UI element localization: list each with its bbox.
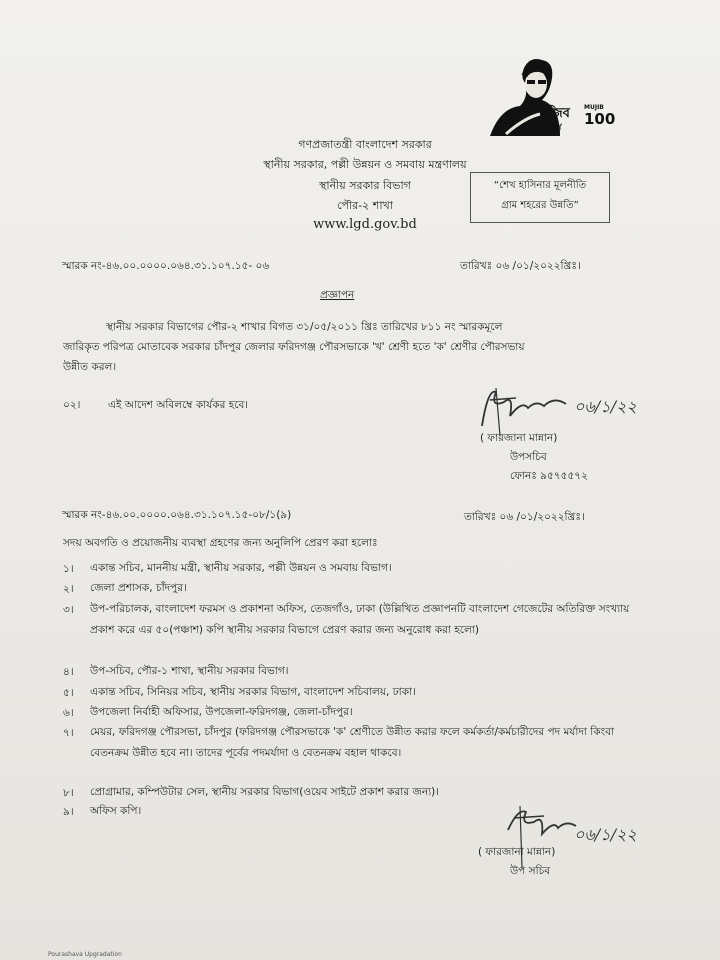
list-item: একান্ত সচিব, সিনিয়র সচিব, স্থানীয় সরকার বিভাগ, বাংলাদেশ সচিবালয়, ঢাকা।	[90, 686, 416, 698]
list-item-number: ৩।	[63, 604, 74, 616]
list-item: মেয়র, ফরিদগঞ্জ পৌরসভা, চাঁদপুর (ফরিদগঞ্জ পৌরসভাকে 'ক' শ্রেণীতে উন্নীত করার ফলে কর্মকর্তা/কর্মচারীদের পদ মর্যাদা কিংবা বেতনক্রম উন্নীত হবে না। তাদের পূর্বের পদমর্যাদা ও বেতনক্রম বহাল থাকবে।	[90, 726, 615, 759]
memo-number-2: স্মারক নং-৪৬.০০.০০০০.০৬৪.৩১.১০৭.১৫-০৮/১(৯)	[62, 509, 292, 521]
list-item-number: ১।	[63, 563, 74, 575]
para1-line1: স্থানীয় সরকার বিভাগের পৌর-২ শাখার বিগত ৩১/০৫/২০১১ খ্রিঃ তারিখের ৮১১ নং স্মারকমূলে	[106, 321, 503, 333]
memo-number-1: স্মারক নং-৪৬.০০.০০০০.০৬৪.৩১.১০৭.১৫- ০৬	[62, 260, 270, 272]
list-item: জেলা প্রশাসক, চাঁদপুর।	[90, 582, 187, 594]
header-division: স্থানীয় সরকার বিভাগ	[319, 179, 411, 192]
slogan-box	[470, 172, 610, 223]
para1-line2: জারিকৃত পরিপত্র মোতাবেক সরকার চাঁদপুর জেলার ফরিদগঞ্জ পৌরসভাকে 'খ' শ্রেণী হতে 'ক' শ্রেণীর পৌরসভায়	[63, 341, 525, 353]
list-item-number: ২।	[63, 583, 74, 595]
list-item: অফিস কপি।	[90, 805, 142, 817]
list-item: একান্ত সচিব, মাননীয় মন্ত্রী, স্থানীয় সরকার, পল্লী উন্নয়ন ও সমবায় বিভাগ।	[90, 562, 392, 574]
memo-date-1: তারিখঃ ০৬ /০১/২০২২খ্রিঃ।	[460, 260, 581, 272]
list-item: উপ-পরিচালক, বাংলাদেশ ফরমস ও প্রকাশনা অফিস, তেজগাঁও, ঢাকা (উল্লিখিত প্রজ্ঞাপনটি বাংলাদেশ গেজেটের অতিরিক্ত সংখ্যায় প্রকাশ করে এর ৫০(পঞ্চাশ) কপি স্থানীয় সরকার বিভাগে প্রেরণ করার জন্য অনুরোধ করা হলো)	[90, 603, 630, 636]
slogan-line-1: “শেখ হাসিনার মূলনীতি	[493, 180, 587, 191]
list-item: উপ-সচিব, পৌর-১ শাখা, স্থানীয় সরকার বিভাগ।	[90, 665, 289, 677]
list-item-number: ৮।	[63, 787, 74, 799]
list-item-number: ৯।	[63, 806, 74, 818]
header-branch: পৌর-২ শাখা	[337, 199, 393, 212]
header-website[interactable]: www.lgd.gov.bd	[313, 217, 417, 232]
slogan-line-2: গ্রাম শহরের উন্নতি”	[501, 200, 579, 211]
para2-number: ০২।	[63, 399, 81, 411]
signature-1-phone: ফোনঃ ৯৫৭৫৫৭২	[510, 470, 588, 482]
signature-2-name: ( ফারজানা মান্নান)	[478, 846, 556, 858]
mujib-100-logo	[480, 48, 616, 140]
para2-text: এই আদেশ অবিলম্বে কার্যকর হবে।	[108, 399, 249, 411]
list-item-number: ৫।	[63, 687, 74, 699]
signature-2-date: ০৬/১/২২	[574, 825, 637, 844]
notification-title: প্রজ্ঞাপন	[320, 289, 355, 301]
para1-line3: উন্নীত করল।	[63, 361, 117, 373]
copy-intro: সদয় অবগতি ও প্রয়োজনীয় ব্যবস্থা গ্রহণের জন্য অনুলিপি প্রেরণ করা হলোঃ	[63, 537, 378, 549]
list-item-number: ৭।	[63, 727, 74, 739]
logo-sub: শতবর্ষ	[544, 124, 562, 132]
list-item-number: ৪।	[63, 666, 74, 678]
list-item: প্রোগ্রামার, কম্পিউটার সেল, স্থানীয় সরকার বিভাগ(ওয়েব সাইটে প্রকাশ করার জন্য)।	[90, 786, 439, 798]
footer-label: Pourashava Upgradation	[48, 951, 122, 958]
logo-latin: MUJIB	[584, 104, 604, 111]
logo-script: মুজিব	[540, 106, 570, 121]
header-ministry: স্থানীয় সরকার, পল্লী উন্নয়ন ও সমবায় মন্ত্রণালয়	[263, 158, 467, 171]
handwritten-signature-icon	[470, 378, 670, 438]
logo-number: 100	[584, 110, 616, 128]
list-item-number: ৬।	[63, 707, 74, 719]
signature-1-designation: উপসচিব	[510, 451, 547, 463]
signature-1-date: ০৬/১/২২	[574, 397, 637, 416]
header-gov: গণপ্রজাতন্ত্রী বাংলাদেশ সরকার	[298, 138, 432, 151]
list-item: উপজেলা নির্বাহী অফিসার, উপজেলা-ফরিদগঞ্জ, জেলা-চাঁদপুর।	[90, 706, 353, 718]
memo-date-2: তারিখঃ ০৬ /০১/২০২২খ্রিঃ।	[464, 511, 585, 523]
signature-2-designation: উপ সচিব	[510, 865, 551, 877]
signature-1-name: ( ফারজানা মান্নান)	[480, 432, 558, 444]
